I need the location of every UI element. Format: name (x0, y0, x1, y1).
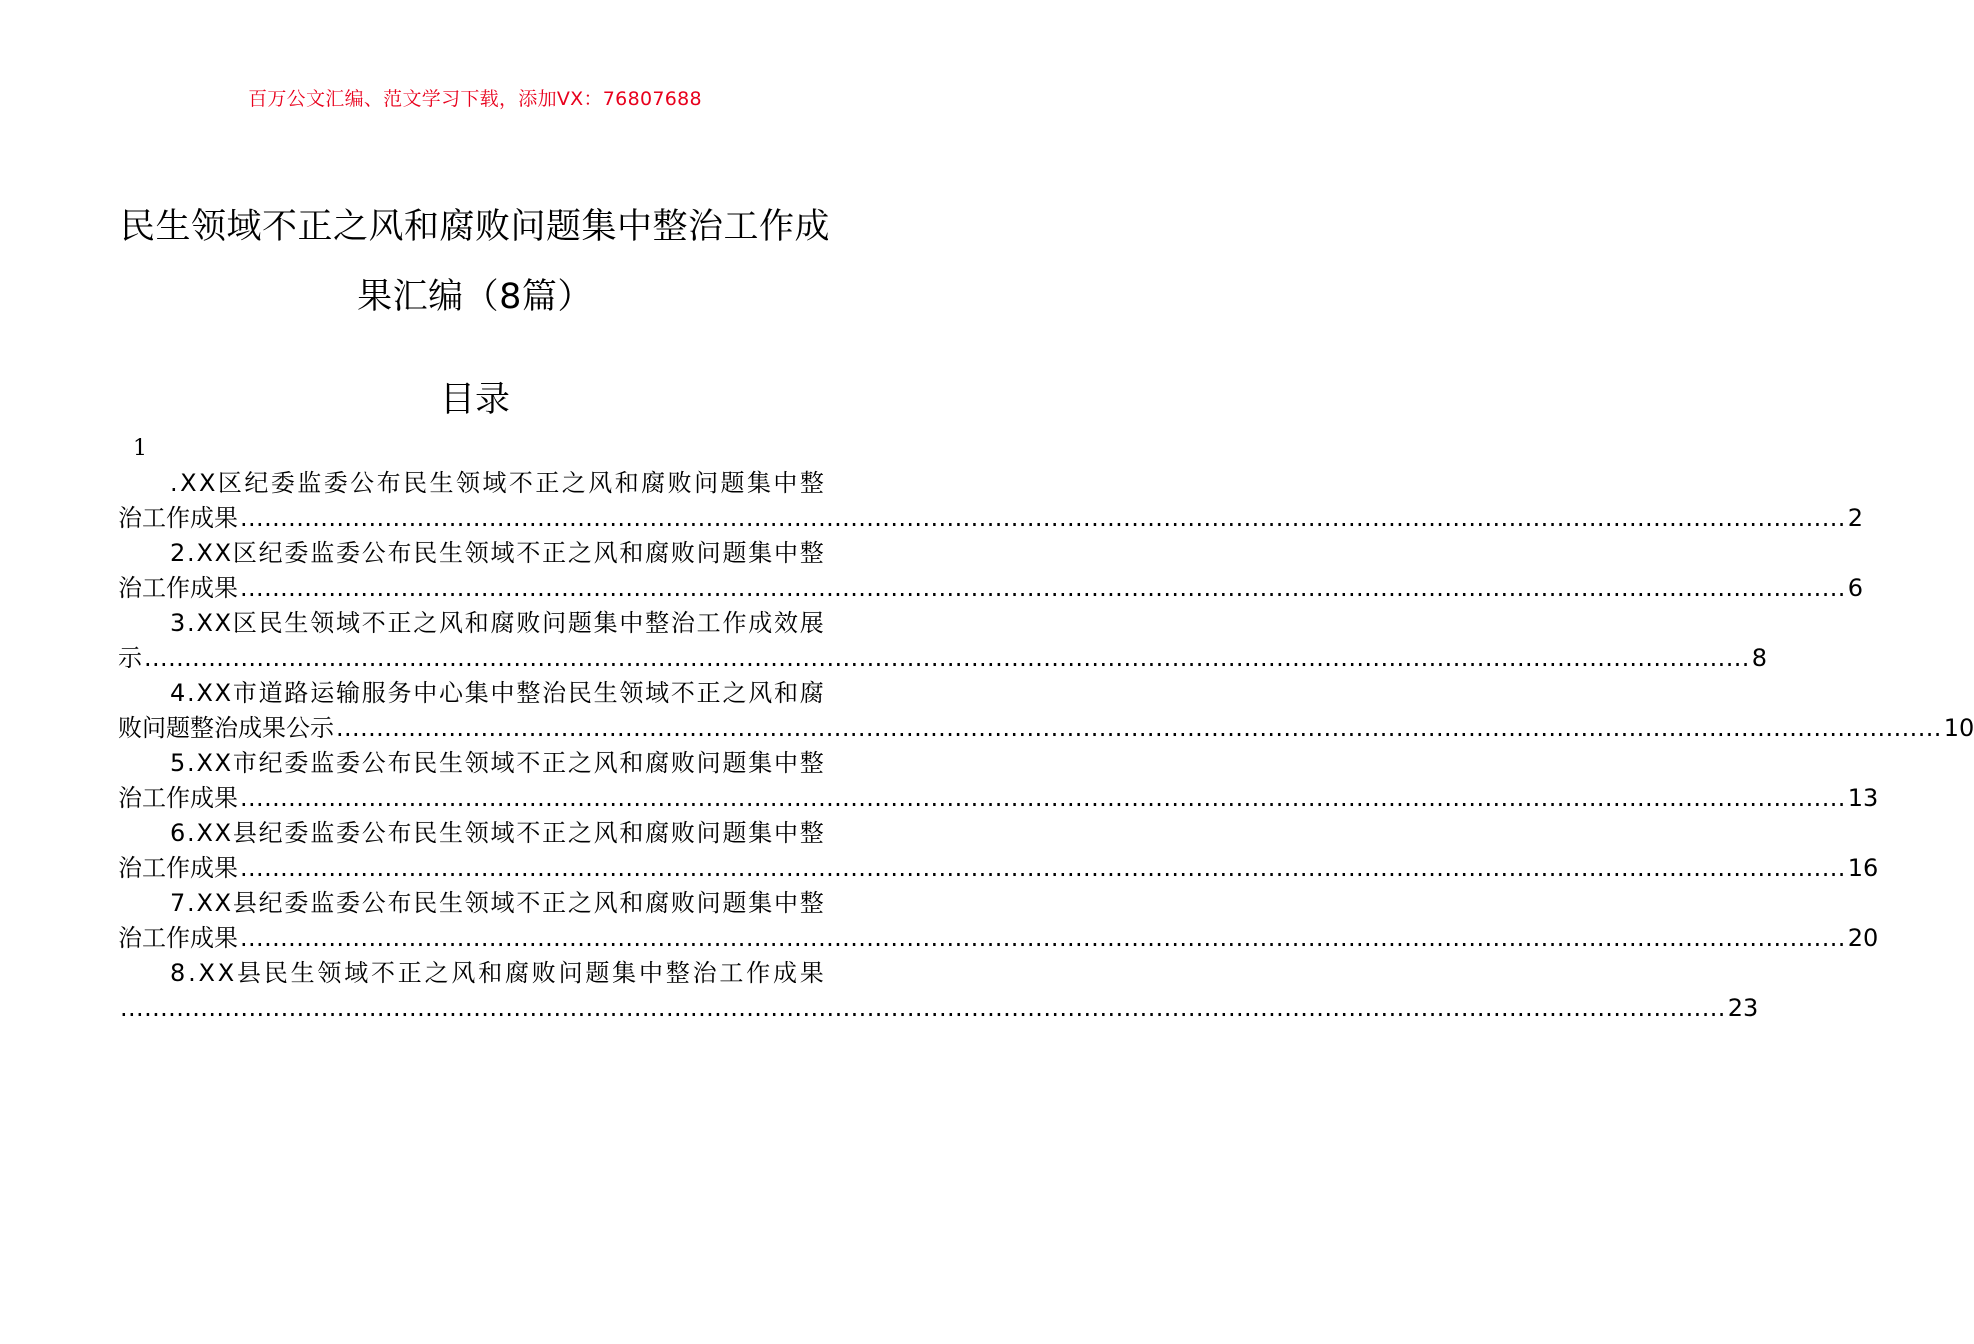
toc-entry-title-end: 败问题整治成果公示 (118, 714, 334, 742)
toc-entry-continuation (118, 711, 1974, 746)
toc-leader-dots: ........................................................................................................................................................................................................ (240, 574, 1846, 602)
header-note: 百万公文汇编、范文学习下载，添加VX：76807688 (248, 88, 702, 110)
toc-entry-title: 8 . X X 县 民 生 领 域 不 正 之 风 和 腐 败 问 题 集 中 整 治 工 作 成 果 (170, 959, 824, 987)
toc-entry-continuation (118, 571, 1864, 606)
toc-entry-continuation (118, 501, 1864, 536)
toc-entry-continuation (118, 921, 1879, 956)
toc-entry[interactable] (118, 536, 1864, 606)
toc-entry-continuation (118, 641, 1768, 676)
toc-heading: 目录 (439, 380, 510, 420)
toc-page-number: 13 (1847, 784, 1879, 812)
toc-entry-title: 4 . X X 市 道 路 运 输 服 务 中 心 集 中 整 治 民 生 领 域 不 正 之 风 和 腐 (170, 679, 824, 707)
toc-leader-dots: ........................................................................................................................................................................................................ (240, 784, 1846, 812)
stray-number: 1 (133, 436, 147, 461)
document-title-line-2: 果汇编（8篇） (357, 277, 593, 317)
toc-entry-title-end: 治工作成果 (118, 504, 238, 532)
toc-page-number: 23 (1727, 994, 1759, 1022)
toc-page-number: 10 (1943, 714, 1974, 742)
toc-page-number: 16 (1847, 854, 1879, 882)
toc-entry[interactable] (118, 466, 1864, 536)
table-of-contents (118, 466, 1974, 1026)
toc-entry-title: 6 . X X 县 纪 委 监 委 公 布 民 生 领 域 不 正 之 风 和 腐 败 问 题 集 中 整 (170, 819, 824, 847)
toc-page-number: 8 (1751, 644, 1768, 672)
toc-entry-title: . X X 区 纪 委 监 委 公 布 民 生 领 域 不 正 之 风 和 腐 败 问 题 集 中 整 (170, 469, 824, 497)
toc-entry-title-end: 治工作成果 (118, 784, 238, 812)
toc-entry-title: 2 . X X 区 纪 委 监 委 公 布 民 生 领 域 不 正 之 风 和 腐 败 问 题 集 中 整 (170, 539, 824, 567)
toc-page-number: 20 (1847, 924, 1879, 952)
toc-entry-continuation (118, 781, 1879, 816)
toc-leader-dots: ........................................................................................................................................................................................................ (336, 714, 1942, 742)
toc-entry-title-end: 治工作成果 (118, 574, 238, 602)
toc-entry[interactable] (118, 956, 1759, 1026)
document-title (112, 192, 838, 332)
toc-leader-dots: ........................................................................................................................................................................................................ (144, 644, 1750, 672)
toc-entry-title: 3 . X X 区 民 生 领 域 不 正 之 风 和 腐 败 问 题 集 中 整 治 工 作 成 效 展 (170, 609, 824, 637)
toc-entry[interactable] (118, 606, 1768, 676)
toc-entry[interactable] (118, 886, 1879, 956)
toc-entry[interactable] (118, 746, 1879, 816)
toc-entry-title-end: 治工作成果 (118, 854, 238, 882)
toc-entry-title-end: 治工作成果 (118, 924, 238, 952)
toc-page-number: 6 (1847, 574, 1864, 602)
toc-page-number: 2 (1847, 504, 1864, 532)
toc-entry-title-end: 示 (118, 644, 142, 672)
toc-leader-dots: ........................................................................................................................................................................................................ (120, 994, 1726, 1022)
document-title-line-1: 民生领域不正之风和腐败问题集中整治工作成 (119, 207, 830, 247)
toc-leader-dots: ........................................................................................................................................................................................................ (240, 924, 1846, 952)
toc-entry[interactable] (118, 816, 1879, 886)
toc-entry[interactable] (118, 676, 1974, 746)
toc-entry-title: 5 . X X 市 纪 委 监 委 公 布 民 生 领 域 不 正 之 风 和 腐 败 问 题 集 中 整 (170, 749, 824, 777)
toc-leader-dots: ........................................................................................................................................................................................................ (240, 504, 1846, 532)
toc-entry-continuation (118, 851, 1879, 886)
toc-entry-continuation (118, 991, 1759, 1026)
toc-entry-title: 7 . X X 县 纪 委 监 委 公 布 民 生 领 域 不 正 之 风 和 腐 败 问 题 集 中 整 (170, 889, 824, 917)
toc-leader-dots: ........................................................................................................................................................................................................ (240, 854, 1846, 882)
